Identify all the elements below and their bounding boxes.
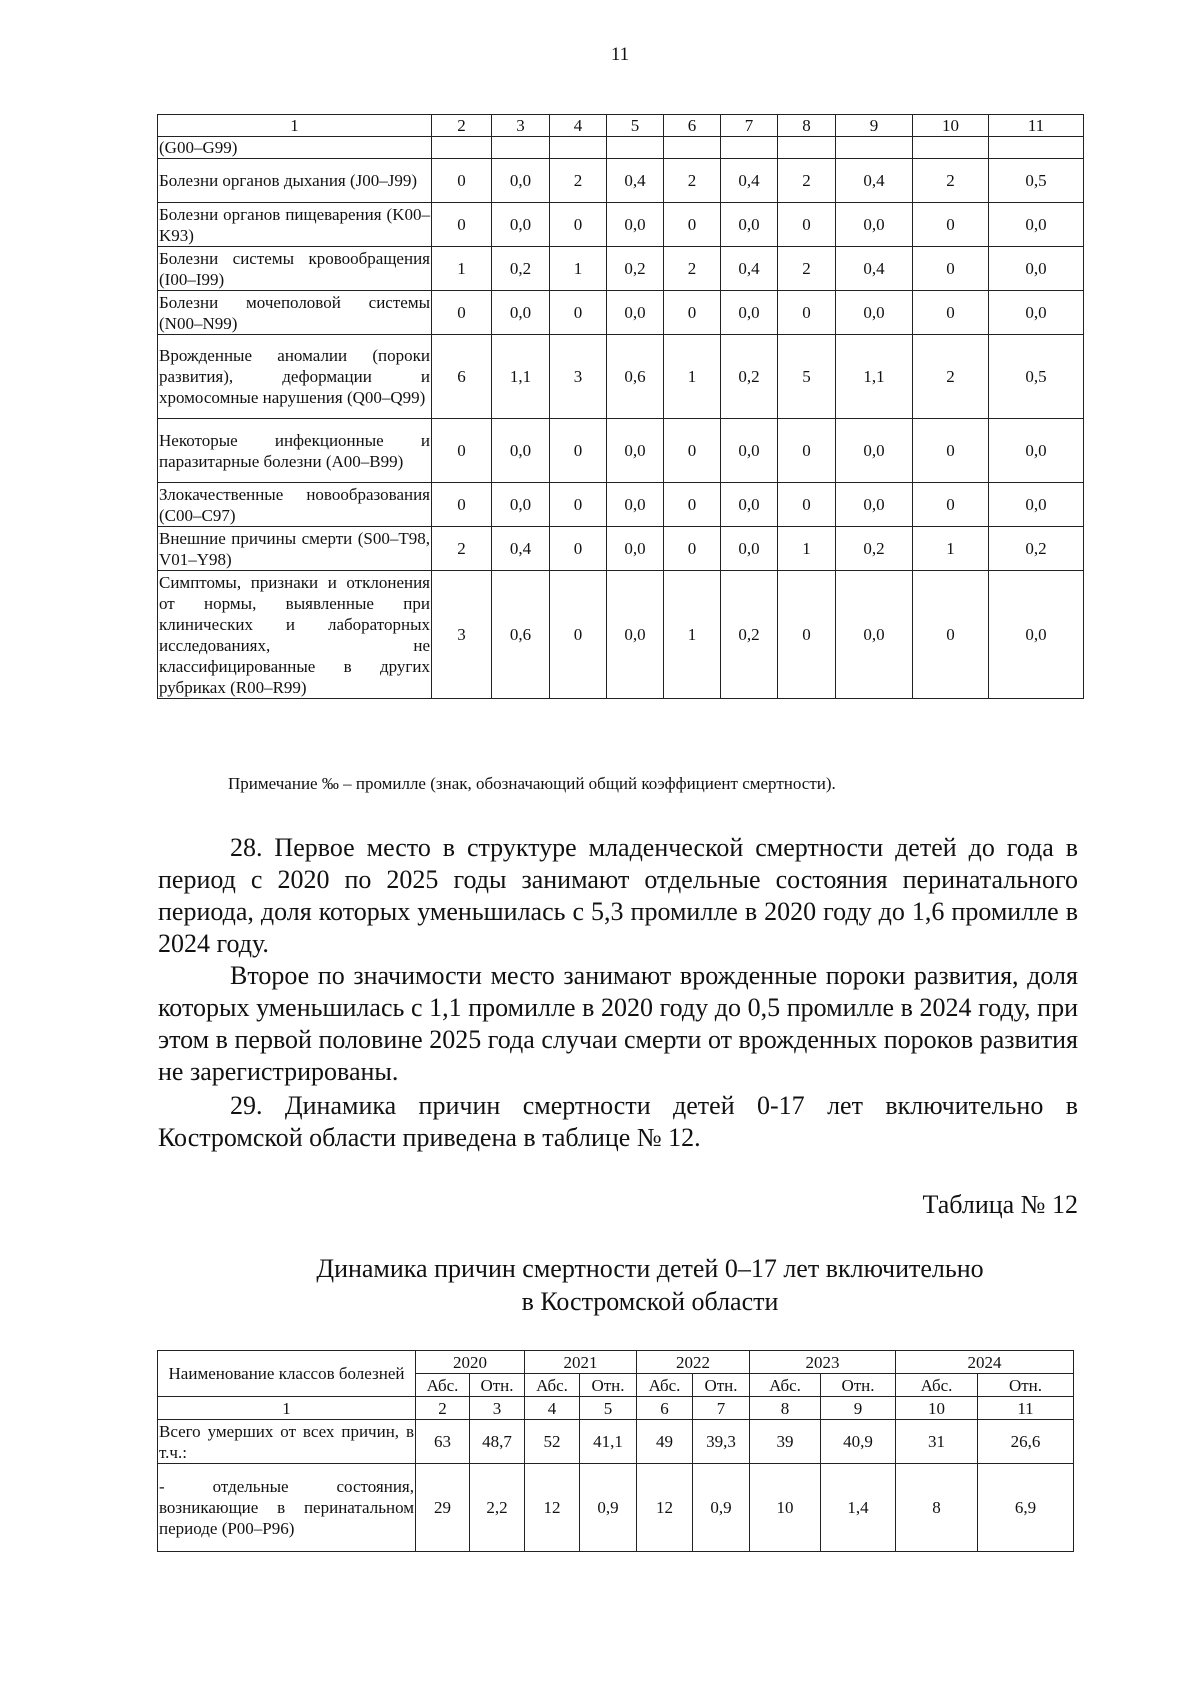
value-cell: 39 [750, 1420, 821, 1464]
abs-header-cell: Абс. [750, 1374, 821, 1397]
value-cell [913, 137, 989, 159]
value-cell: 0,2 [492, 247, 550, 291]
cause-name-cell: (G00–G99) [158, 137, 432, 159]
cause-name-cell: Внешние причины смерти (S00–T98, V01–Y98) [159, 528, 430, 569]
value-cell: 6 [432, 335, 492, 419]
value-cell: 0 [913, 483, 989, 527]
value-cell: 0 [432, 483, 492, 527]
column-number-cell: 3 [470, 1397, 525, 1420]
column-number-cell: 1 [158, 1397, 416, 1420]
table-row [158, 1420, 1074, 1464]
value-cell: 49 [637, 1420, 693, 1464]
cause-name-cell: - отдельные состояния, возникающие в перинатальном периоде (P00–P96) [158, 1464, 416, 1552]
value-cell: 0,4 [721, 159, 778, 203]
value-cell: 0,0 [836, 203, 913, 247]
paragraph-28: 28. Первое место в структуре младенческой смертности детей до года в период с 2020 по 2025 годы занимают отдельные состояния перинатального периода, доля которых уменьшилась с 5,3 промилле в 2020 году до 1,6 промилле в 2024 году. [158, 833, 1078, 958]
value-cell: 0,0 [989, 291, 1084, 335]
value-cell: 1,4 [821, 1464, 896, 1552]
cause-name-cell: Болезни органов дыхания (J00–J99) [158, 159, 432, 203]
value-cell: 0,5 [989, 335, 1084, 419]
table-row [158, 571, 1084, 699]
column-number-cell: 1 [158, 115, 432, 137]
value-cell: 0,0 [989, 483, 1084, 527]
value-cell: 2,2 [470, 1464, 525, 1552]
value-cell [989, 137, 1084, 159]
value-cell: 0,0 [836, 419, 913, 483]
value-cell: 0 [550, 419, 607, 483]
value-cell: 0,0 [721, 483, 778, 527]
table-row [158, 159, 1084, 203]
cause-name-cell: Врожденные аномалии (пороки развития), деформации и хромосомные нарушения (Q00–Q99) [158, 335, 432, 419]
column-number-cell: 10 [913, 115, 989, 137]
column-number-cell: 8 [778, 115, 836, 137]
value-cell: 2 [913, 335, 989, 419]
column-number-cell: 8 [750, 1397, 821, 1420]
table-row [158, 203, 1084, 247]
value-cell: 0,0 [721, 527, 778, 571]
value-cell: 0 [913, 247, 989, 291]
year-header-cell: 2023 [750, 1351, 896, 1374]
value-cell: 0 [664, 291, 721, 335]
value-cell: 2 [432, 527, 492, 571]
table-row [158, 335, 1084, 419]
value-cell: 0,0 [492, 483, 550, 527]
value-cell [607, 137, 664, 159]
value-cell: 1 [432, 247, 492, 291]
year-header-cell: 2024 [896, 1351, 1074, 1374]
rel-header-cell: Отн. [693, 1374, 750, 1397]
value-cell: 1 [664, 335, 721, 419]
value-cell: 0 [778, 419, 836, 483]
cause-name-cell: Некоторые инфекционные и паразитарные болезни (A00–B99) [158, 419, 432, 483]
value-cell: 52 [525, 1420, 580, 1464]
value-cell: 1 [550, 247, 607, 291]
value-cell: 0,0 [836, 483, 913, 527]
column-number-cell: 6 [664, 115, 721, 137]
rel-header-cell: Отн. [470, 1374, 525, 1397]
value-cell: 0,0 [989, 419, 1084, 483]
value-cell: 0 [664, 483, 721, 527]
cause-name-cell: Всего умерших от всех причин, в т.ч.: [159, 1421, 414, 1462]
value-cell: 1 [664, 571, 721, 699]
value-cell: 0,0 [607, 527, 664, 571]
year-header-cell: 2020 [416, 1351, 525, 1374]
column-number-cell: 5 [607, 115, 664, 137]
paragraph-second-place: Второе по значимости место занимают врожденные пороки развития, доля которых уменьшилась с 1,1 промилле в 2020 году до 0,5 промилле в 2024 году, при этом в первой половине 2025 года случаи смерти от врожденных пороков развития не зарегистрированы. [158, 961, 1078, 1086]
value-cell: 1 [778, 527, 836, 571]
value-cell: 5 [778, 335, 836, 419]
year-header-cell: 2022 [637, 1351, 750, 1374]
value-cell: 0,6 [607, 335, 664, 419]
value-cell: 0 [432, 159, 492, 203]
column-number-cell: 7 [693, 1397, 750, 1420]
paragraph-29: 29. Динамика причин смертности детей 0-17 лет включительно в Костромской области приведена в таблице № 12. [158, 1091, 1078, 1152]
value-cell: 26,6 [978, 1420, 1074, 1464]
abs-header-cell: Абс. [416, 1374, 470, 1397]
value-cell [721, 137, 778, 159]
value-cell: 0,0 [607, 483, 664, 527]
column-number-cell: 2 [416, 1397, 470, 1420]
value-cell: 0,4 [836, 159, 913, 203]
value-cell: 2 [664, 247, 721, 291]
rel-header-cell: Отн. [580, 1374, 637, 1397]
mortality-causes-table-continued [157, 114, 1084, 699]
table-row [158, 527, 1084, 571]
value-cell: 29 [416, 1464, 470, 1552]
value-cell: 0 [432, 419, 492, 483]
value-cell: 12 [637, 1464, 693, 1552]
value-cell: 0,0 [836, 571, 913, 699]
column-number-cell: 11 [989, 115, 1084, 137]
value-cell: 0,5 [989, 159, 1084, 203]
table-header-row [158, 115, 1084, 137]
value-cell: 0 [550, 571, 607, 699]
value-cell: 0 [664, 527, 721, 571]
column-number-cell: 11 [978, 1397, 1074, 1420]
value-cell: 0 [664, 203, 721, 247]
value-cell: 31 [896, 1420, 978, 1464]
value-cell: 0,2 [836, 527, 913, 571]
value-cell: 12 [525, 1464, 580, 1552]
value-cell: 3 [432, 571, 492, 699]
value-cell: 0 [778, 571, 836, 699]
value-cell: 63 [416, 1420, 470, 1464]
value-cell: 6,9 [978, 1464, 1074, 1552]
table-row [158, 291, 1084, 335]
table-title [200, 1252, 1100, 1318]
value-cell: 0 [550, 203, 607, 247]
value-cell: 1,1 [492, 335, 550, 419]
cause-name-cell: Болезни органов пищеварения (K00–K93) [159, 204, 430, 245]
value-cell: 0,0 [607, 291, 664, 335]
value-cell: 48,7 [470, 1420, 525, 1464]
abs-header-cell: Абс. [637, 1374, 693, 1397]
table-row [158, 137, 1084, 159]
value-cell: 2 [913, 159, 989, 203]
table-row [158, 483, 1084, 527]
value-cell: 0,0 [492, 159, 550, 203]
value-cell: 39,3 [693, 1420, 750, 1464]
value-cell: 1 [913, 527, 989, 571]
value-cell: 0,0 [607, 571, 664, 699]
value-cell: 0,4 [721, 247, 778, 291]
value-cell: 0,0 [607, 203, 664, 247]
table-title-line-2: в Костромской области [521, 1287, 779, 1316]
value-cell: 0,4 [836, 247, 913, 291]
value-cell: 0 [550, 527, 607, 571]
table-numbering-row [158, 1397, 1074, 1420]
value-cell: 2 [550, 159, 607, 203]
value-cell: 0 [664, 419, 721, 483]
value-cell [492, 137, 550, 159]
column-number-cell: 3 [492, 115, 550, 137]
value-cell: 0 [432, 291, 492, 335]
column-number-cell: 5 [580, 1397, 637, 1420]
column-number-cell: 10 [896, 1397, 978, 1420]
value-cell: 0 [778, 203, 836, 247]
abs-header-cell: Абс. [525, 1374, 580, 1397]
column-number-cell: 7 [721, 115, 778, 137]
value-cell: 2 [778, 159, 836, 203]
value-cell: 0 [778, 291, 836, 335]
value-cell: 0 [913, 291, 989, 335]
value-cell: 0,2 [721, 335, 778, 419]
column-number-cell: 6 [637, 1397, 693, 1420]
value-cell: 0 [550, 291, 607, 335]
value-cell: 0,2 [989, 527, 1084, 571]
value-cell: 0,0 [836, 291, 913, 335]
value-cell: 40,9 [821, 1420, 896, 1464]
cause-name-cell: Болезни мочеполовой системы (N00–N99) [159, 292, 430, 333]
name-header-cell: Наименование классов болезней [158, 1351, 416, 1397]
value-cell: 41,1 [580, 1420, 637, 1464]
table-row [158, 247, 1084, 291]
value-cell [778, 137, 836, 159]
value-cell: 0,9 [693, 1464, 750, 1552]
table-title-line-1: Динамика причин смертности детей 0–17 лет включительно [316, 1254, 984, 1283]
value-cell: 0,0 [492, 419, 550, 483]
rel-header-cell: Отн. [978, 1374, 1074, 1397]
value-cell [664, 137, 721, 159]
value-cell: 0,0 [989, 203, 1084, 247]
value-cell: 0 [432, 203, 492, 247]
cause-name-cell: Болезни системы кровообращения (I00–I99) [159, 248, 430, 289]
value-cell [432, 137, 492, 159]
value-cell: 10 [750, 1464, 821, 1552]
column-number-cell: 9 [821, 1397, 896, 1420]
value-cell: 0,0 [989, 571, 1084, 699]
table-header-row-years [158, 1351, 1074, 1374]
column-number-cell: 9 [836, 115, 913, 137]
column-number-cell: 2 [432, 115, 492, 137]
value-cell: 0 [913, 571, 989, 699]
value-cell: 0,0 [721, 419, 778, 483]
table-label: Таблица № 12 [922, 1190, 1078, 1219]
value-cell: 0 [550, 483, 607, 527]
value-cell: 2 [778, 247, 836, 291]
value-cell: 0,0 [492, 291, 550, 335]
value-cell: 0,4 [607, 159, 664, 203]
value-cell: 3 [550, 335, 607, 419]
value-cell: 1,1 [836, 335, 913, 419]
value-cell: 0,0 [721, 203, 778, 247]
column-number-cell: 4 [525, 1397, 580, 1420]
value-cell: 0,0 [492, 203, 550, 247]
page-number: 11 [610, 44, 630, 65]
table-row [158, 419, 1084, 483]
value-cell: 0,0 [989, 247, 1084, 291]
value-cell: 0,6 [492, 571, 550, 699]
value-cell: 0 [913, 203, 989, 247]
value-cell: 0 [913, 419, 989, 483]
abs-header-cell: Абс. [896, 1374, 978, 1397]
cause-name-cell: Злокачественные новообразования (C00–C97) [159, 484, 430, 525]
column-number-cell: 4 [550, 115, 607, 137]
value-cell: 0,0 [721, 291, 778, 335]
value-cell: 0,2 [607, 247, 664, 291]
value-cell: 0,9 [580, 1464, 637, 1552]
table-row [158, 1464, 1074, 1552]
value-cell: 0,4 [492, 527, 550, 571]
value-cell: 2 [664, 159, 721, 203]
table-note: Примечание ‰ – промилле (знак, обозначающий общий коэффициент смертности). [228, 774, 836, 793]
value-cell: 8 [896, 1464, 978, 1552]
rel-header-cell: Отн. [821, 1374, 896, 1397]
cause-name-cell: Симптомы, признаки и отклонения от нормы, выявленные при клинических и лабораторных исследованиях, не классифицированные в других рубриках (R00–R99) [159, 572, 430, 697]
value-cell: 0 [778, 483, 836, 527]
value-cell [836, 137, 913, 159]
value-cell [550, 137, 607, 159]
value-cell: 0,2 [721, 571, 778, 699]
table-12-child-mortality-dynamics [157, 1350, 1074, 1552]
year-header-cell: 2021 [525, 1351, 637, 1374]
value-cell: 0,0 [607, 419, 664, 483]
